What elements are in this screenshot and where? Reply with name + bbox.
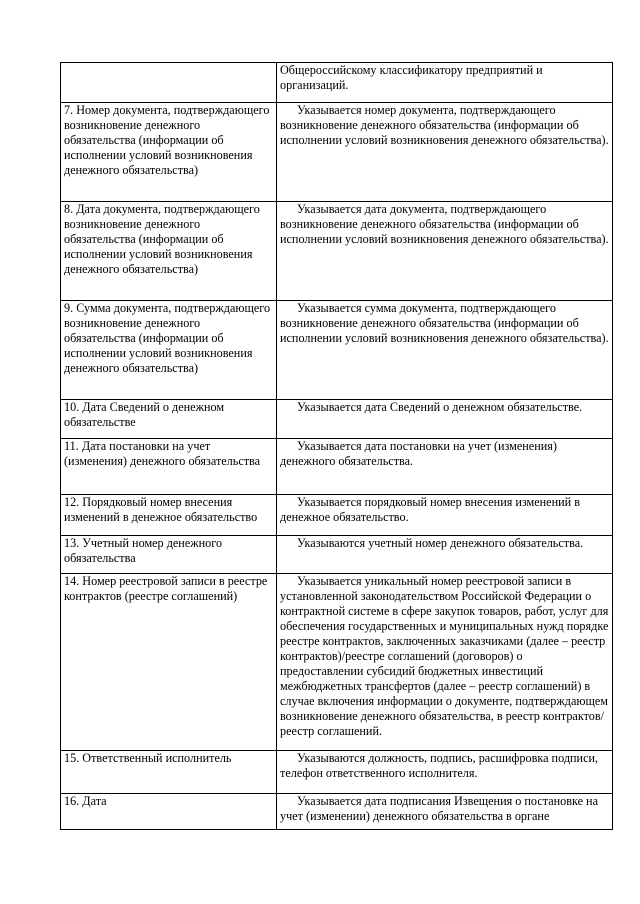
description-text: Указывается уникальный номер реестровой записи в установленной законодательством Российской Федерации о контрактной системе в сфере закупок товаров, работ, услуг для обеспечения государственных и муниципальных нужд порядке реестре контрактов, заключенных заказчиками (далее – реестр контрактов)/реестре соглашений (договоров) о предоставлении субсидий бюджетных инвестиций межбюджетных трансфертов (далее – реестр соглашений) в случае включения информации о документе, подтверждающем возникновение денежного обязательства, в реестр контрактов/реестр соглашений. [280, 574, 609, 738]
description-text: Указывается дата документа, подтверждающего возникновение денежного обязательства (информации об исполнении условий возникновения денежного обязательства). [280, 202, 609, 246]
field-description-cell [277, 103, 613, 202]
description-text: Общероссийскому классификатору предприятий и организаций. [280, 63, 543, 92]
description-text: Указывается номер документа, подтверждающего возникновение денежного обязательства (информации об исполнении условий возникновения денежного обязательства). [280, 103, 609, 147]
field-description-cell [277, 439, 613, 495]
description-text: Указывается сумма документа, подтверждающего возникновение денежного обязательства (информации об исполнении условий возникновения денежного обязательства). [280, 301, 609, 345]
table-body [61, 63, 613, 830]
field-description-cell [277, 794, 613, 830]
field-description-cell [277, 536, 613, 574]
field-name-cell: 9. Сумма документа, подтверждающего возникновение денежного обязательства (информации об исполнении условий возникновения денежного обязательства) [61, 301, 277, 400]
field-name-cell: 16. Дата [61, 794, 277, 830]
table-row [61, 495, 613, 536]
table-row [61, 400, 613, 439]
table-row [61, 202, 613, 301]
field-name-cell: 11. Дата постановки на учет (изменения) денежного обязательства [61, 439, 277, 495]
field-description-cell [277, 495, 613, 536]
field-description-cell [277, 400, 613, 439]
table-row [61, 794, 613, 830]
requirements-table [60, 62, 613, 830]
table-row [61, 439, 613, 495]
field-name-cell: 12. Порядковый номер внесения изменений в денежное обязательство [61, 495, 277, 536]
description-text: Указываются должность, подпись, расшифровка подписи, телефон ответственного исполнителя. [280, 751, 599, 780]
description-text: Указывается дата постановки на учет (изменения) денежного обязательства. [280, 439, 557, 468]
table-row [61, 301, 613, 400]
field-name-cell: 7. Номер документа, подтверждающего возникновение денежного обязательства (информации об исполнении условий возникновения денежного обязательства) [61, 103, 277, 202]
field-name-cell: 10. Дата Сведений о денежном обязательстве [61, 400, 277, 439]
field-name-cell: 8. Дата документа, подтверждающего возникновение денежного обязательства (информации об исполнении условий возникновения денежного обязательства) [61, 202, 277, 301]
field-name-cell [61, 63, 277, 103]
field-description-cell [277, 301, 613, 400]
field-description-cell [277, 63, 613, 103]
field-description-cell [277, 202, 613, 301]
field-name-cell: 15. Ответственный исполнитель [61, 751, 277, 794]
description-text: Указывается дата подписания Извещения о постановке на учет (изменении) денежного обязательства в органе [280, 794, 598, 823]
table-row [61, 574, 613, 751]
field-description-cell [277, 574, 613, 751]
description-text: Указывается дата Сведений о денежном обязательстве. [297, 400, 583, 414]
field-name-cell: 14. Номер реестровой записи в реестре контрактов (реестре соглашений) [61, 574, 277, 751]
table-row [61, 103, 613, 202]
description-text: Указывается порядковый номер внесения изменений в денежное обязательство. [280, 495, 580, 524]
description-text: Указываются учетный номер денежного обязательства. [297, 536, 584, 550]
table-row [61, 536, 613, 574]
table-row [61, 751, 613, 794]
field-description-cell [277, 751, 613, 794]
field-name-cell: 13. Учетный номер денежного обязательства [61, 536, 277, 574]
table-row [61, 63, 613, 103]
